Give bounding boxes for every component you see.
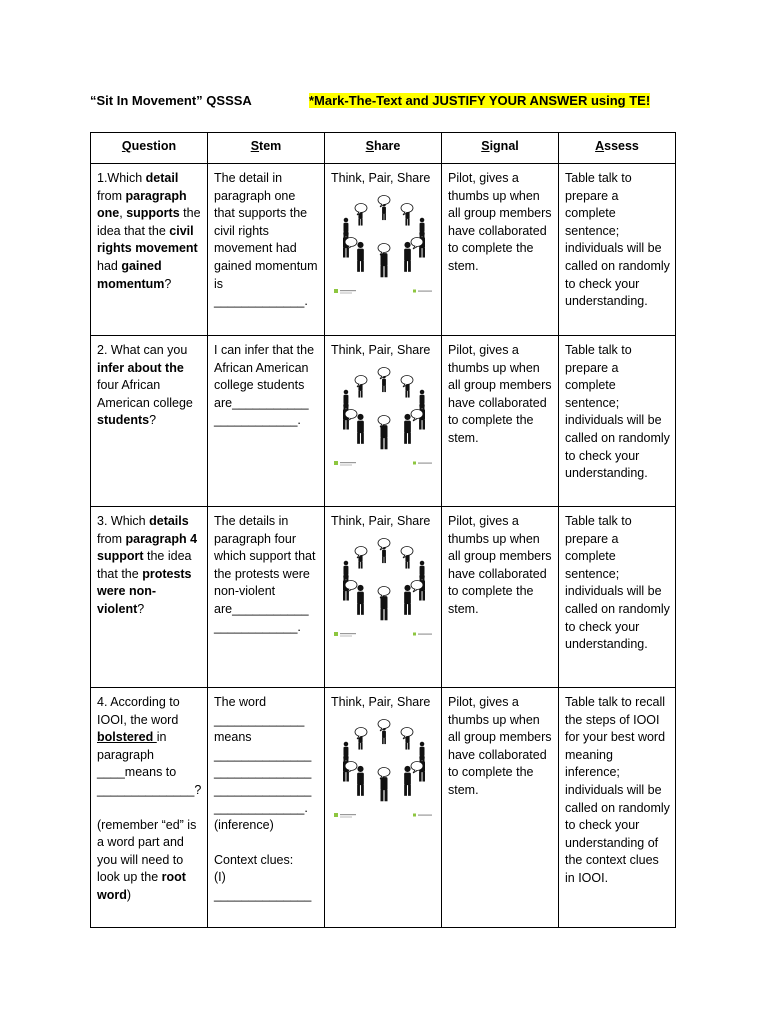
- assess-cell: Table talk to prepare a complete sentence; individuals will be called on randomly to check your understanding.: [559, 164, 676, 336]
- share-cell: Think, Pair, Share: [325, 336, 442, 507]
- question-cell: 2. What can you infer about the four African American college students?: [91, 336, 208, 507]
- title-row: [90, 93, 690, 113]
- share-cell: Think, Pair, Share: [325, 688, 442, 928]
- table-row: [91, 688, 676, 928]
- header-signal: Signal: [442, 133, 559, 164]
- question-cell: 3. Which details from paragraph 4 support the idea that the protests were non-violent?: [91, 507, 208, 688]
- table-row: [91, 336, 676, 507]
- signal-cell: Pilot, gives a thumbs up when all group members have collaborated to complete the stem.: [442, 688, 559, 928]
- stem-cell: I can infer that the African American college students are___________ ____________.: [208, 336, 325, 507]
- header-row: [91, 133, 676, 164]
- share-cell: Think, Pair, Share: [325, 164, 442, 336]
- header-share: Share: [325, 133, 442, 164]
- people-circle-discussion-icon: [331, 190, 437, 298]
- assess-cell: Table talk to recall the steps of IOOI for your best word meaning inference; individuals will be called on randomly to check your understanding of the context clues in IOOI.: [559, 688, 676, 928]
- question-cell: 1.Which detail from paragraph one, supports the idea that the civil rights movement had gained momentum?: [91, 164, 208, 336]
- signal-cell: Pilot, gives a thumbs up when all group members have collaborated to complete the stem.: [442, 164, 559, 336]
- stem-cell: The details in paragraph four which support that the protests were non-violent are___________ ____________.: [208, 507, 325, 688]
- instruction-highlight: *Mark-The-Text and JUSTIFY YOUR ANSWER using TE!: [309, 93, 651, 108]
- stem-cell: The detail in paragraph one that supports the civil rights movement had gained momentum is _____________.: [208, 164, 325, 336]
- assess-cell: Table talk to prepare a complete sentence; individuals will be called on randomly to check your understanding.: [559, 507, 676, 688]
- share-cell: Think, Pair, Share: [325, 507, 442, 688]
- signal-cell: Pilot, gives a thumbs up when all group members have collaborated to complete the stem.: [442, 507, 559, 688]
- signal-cell: Pilot, gives a thumbs up when all group members have collaborated to complete the stem.: [442, 336, 559, 507]
- assess-cell: Table talk to prepare a complete sentence; individuals will be called on randomly to check your understanding.: [559, 336, 676, 507]
- table-row: [91, 164, 676, 336]
- people-circle-discussion-icon: [331, 362, 437, 470]
- document-title: “Sit In Movement” QSSSA: [90, 93, 252, 108]
- header-stem: Stem: [208, 133, 325, 164]
- people-circle-discussion-icon: [331, 714, 437, 822]
- table-row: [91, 507, 676, 688]
- header-assess: Assess: [559, 133, 676, 164]
- qsssa-table: [90, 132, 676, 928]
- question-cell: 4. According to IOOI, the word bolstered in paragraph ____means to ______________? (remember “ed” is a word part and you will need to look up the root word): [91, 688, 208, 928]
- header-question: Question: [91, 133, 208, 164]
- stem-cell: The word _____________ means ______________ ______________ ______________ _____________. (inference) Context clues: (I) ______________: [208, 688, 325, 928]
- people-circle-discussion-icon: [331, 533, 437, 641]
